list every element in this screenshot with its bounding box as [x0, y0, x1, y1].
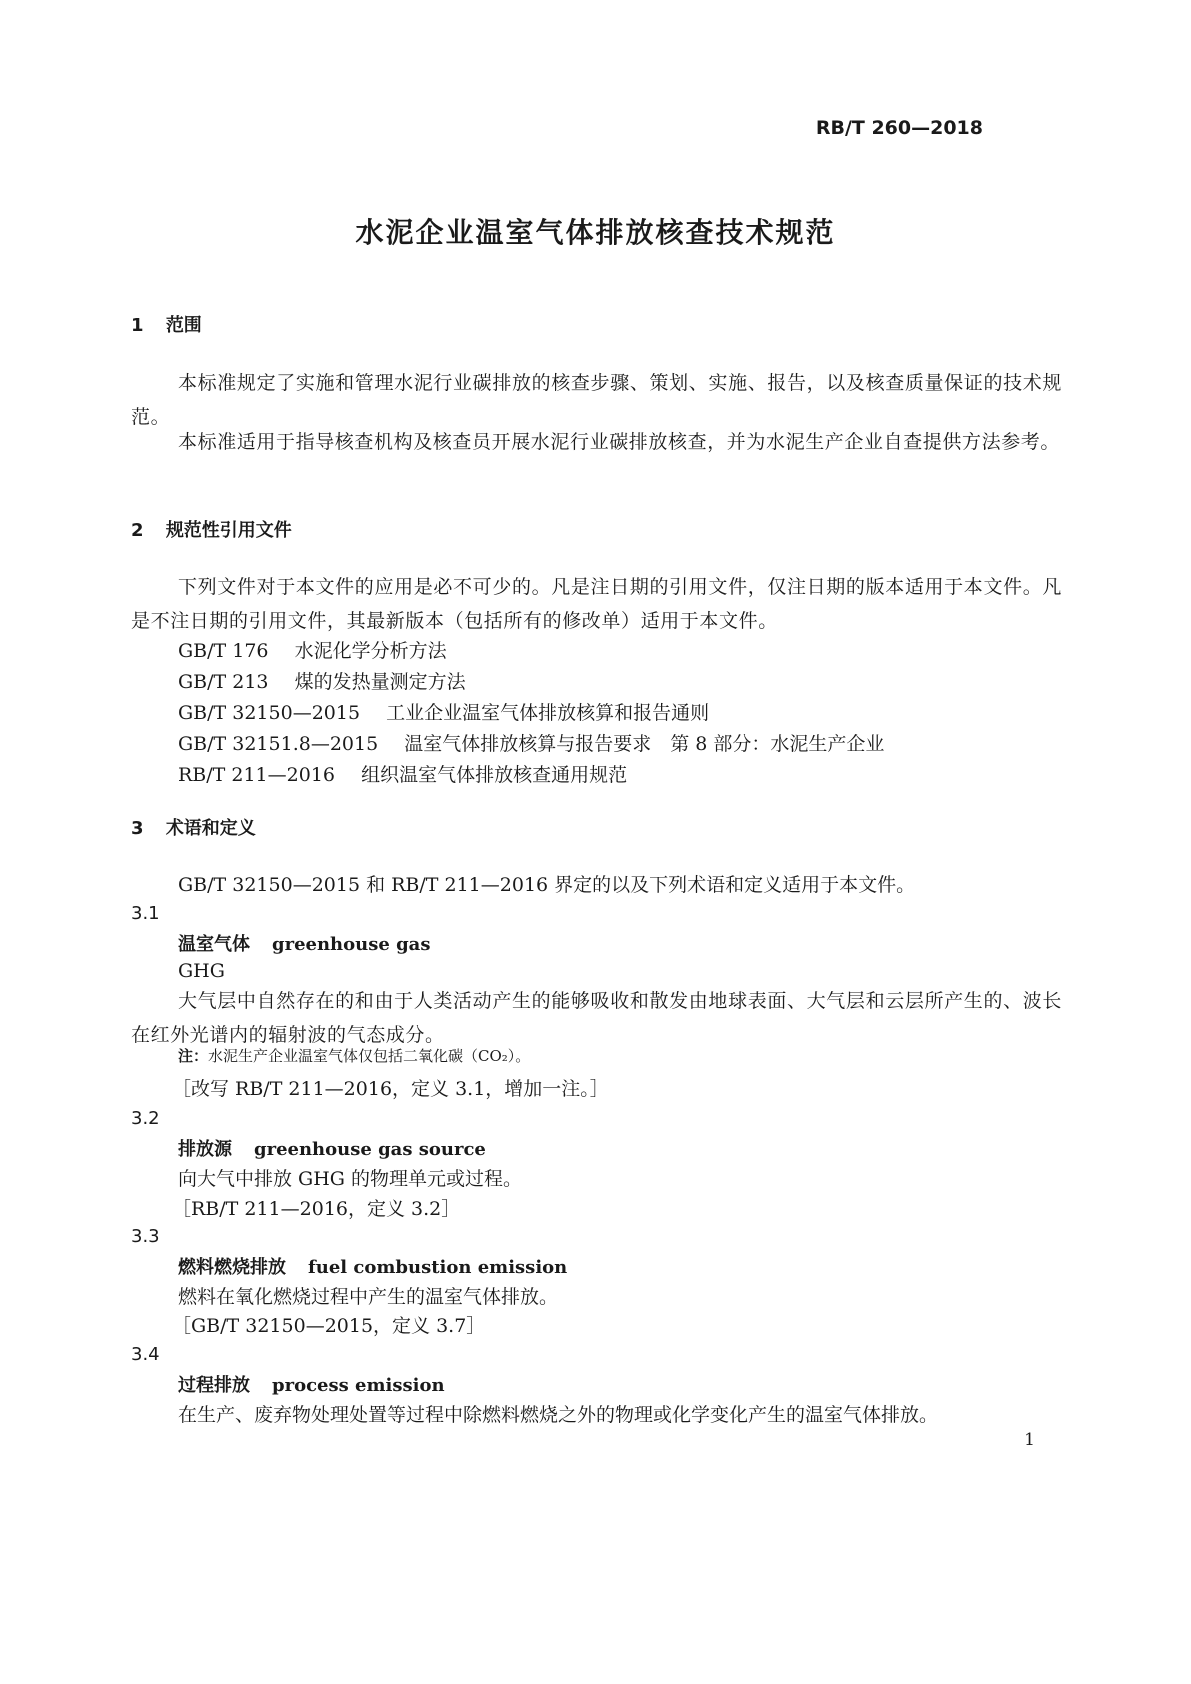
paragraph: 下列文件对于本文件的应用是必不可少的。凡是注日期的引用文件，仅注日期的版本适用于本文件。凡是不注日期的引用文件，其最新版本（包括所有的修改单）适用于本文件。 [131, 576, 1062, 632]
term-definition: 燃料在氧化燃烧过程中产生的温室气体排放。 [178, 1286, 559, 1308]
reference-code: GB/T 32150—2015 [178, 702, 361, 724]
reference-item [178, 698, 709, 725]
section-number: 3 [131, 818, 144, 839]
term-definition: 大气层中自然存在的和由于人类活动产生的能够吸收和散发由地球表面、大气层和云层所产生的、波长在红外光谱内的辐射波的气态成分。 [131, 990, 1062, 1046]
reference-item [178, 667, 466, 694]
term-heading [178, 1371, 445, 1397]
term-number: 3.2 [131, 1108, 160, 1129]
note-text: 水泥生产企业温室气体仅包括二氧化碳（CO₂）。 [208, 1047, 531, 1065]
term-source: ［改写 RB/T 211—2016，定义 3.1，增加一注。］ [172, 1078, 609, 1100]
reference-title: 组织温室气体排放核查通用规范 [361, 764, 628, 786]
term-zh: 排放源 [178, 1139, 232, 1160]
section-number: 2 [131, 520, 144, 541]
term-en: greenhouse gas source [254, 1139, 486, 1160]
reference-item [178, 760, 627, 787]
section-heading-3 [131, 814, 256, 840]
term-note [178, 1045, 530, 1066]
term-en: fuel combustion emission [308, 1257, 568, 1278]
section-heading-2 [131, 516, 292, 542]
section-heading-1 [131, 311, 202, 337]
term-source: ［GB/T 32150—2015，定义 3.7］ [172, 1315, 486, 1337]
reference-title: 温室气体排放核算与报告要求 第 8 部分：水泥生产企业 [404, 733, 885, 755]
reference-code: GB/T 176 [178, 640, 269, 662]
reference-title: 工业企业温室气体排放核算和报告通则 [386, 702, 710, 724]
reference-item [178, 729, 884, 756]
term-heading [178, 930, 430, 956]
term-abbreviation: GHG [178, 960, 225, 982]
term-number: 3.1 [131, 903, 160, 924]
term-en: greenhouse gas [272, 934, 431, 955]
reference-code: GB/T 213 [178, 671, 269, 693]
section-intro: GB/T 32150—2015 和 RB/T 211—2016 界定的以及下列术语和定义适用于本文件。 [178, 874, 916, 896]
document-title: 水泥企业温室气体排放核查技术规范 [355, 216, 836, 249]
term-number: 3.3 [131, 1226, 160, 1247]
reference-title: 煤的发热量测定方法 [294, 671, 466, 693]
reference-item [178, 636, 447, 663]
term-definition: 向大气中排放 GHG 的物理单元或过程。 [178, 1168, 523, 1190]
section-title: 规范性引用文件 [165, 520, 292, 541]
term-zh: 温室气体 [178, 934, 250, 955]
section-title: 范围 [165, 315, 202, 336]
term-source: ［RB/T 211—2016，定义 3.2］ [172, 1198, 461, 1220]
note-label: 注： [178, 1047, 209, 1065]
term-heading [178, 1135, 486, 1161]
term-heading [178, 1253, 567, 1279]
section-title: 术语和定义 [165, 818, 256, 839]
document-code: RB/T 260—2018 [815, 117, 983, 139]
reference-code: RB/T 211—2016 [178, 764, 336, 786]
section-number: 1 [131, 315, 144, 336]
term-definition: 在生产、废弃物处理处置等过程中除燃料燃烧之外的物理或化学变化产生的温室气体排放。 [178, 1404, 939, 1426]
term-zh: 燃料燃烧排放 [178, 1257, 286, 1278]
term-number: 3.4 [131, 1344, 160, 1365]
paragraph: 本标准适用于指导核查机构及核查员开展水泥行业碳排放核查，并为水泥生产企业自查提供方法参考。 [178, 431, 1061, 453]
page-number: 1 [1024, 1430, 1035, 1450]
reference-title: 水泥化学分析方法 [294, 640, 447, 662]
paragraph: 本标准规定了实施和管理水泥行业碳排放的核查步骤、策划、实施、报告，以及核查质量保证的技术规范。 [131, 372, 1062, 428]
term-en: process emission [272, 1375, 445, 1396]
reference-code: GB/T 32151.8—2015 [178, 733, 379, 755]
term-zh: 过程排放 [178, 1375, 250, 1396]
